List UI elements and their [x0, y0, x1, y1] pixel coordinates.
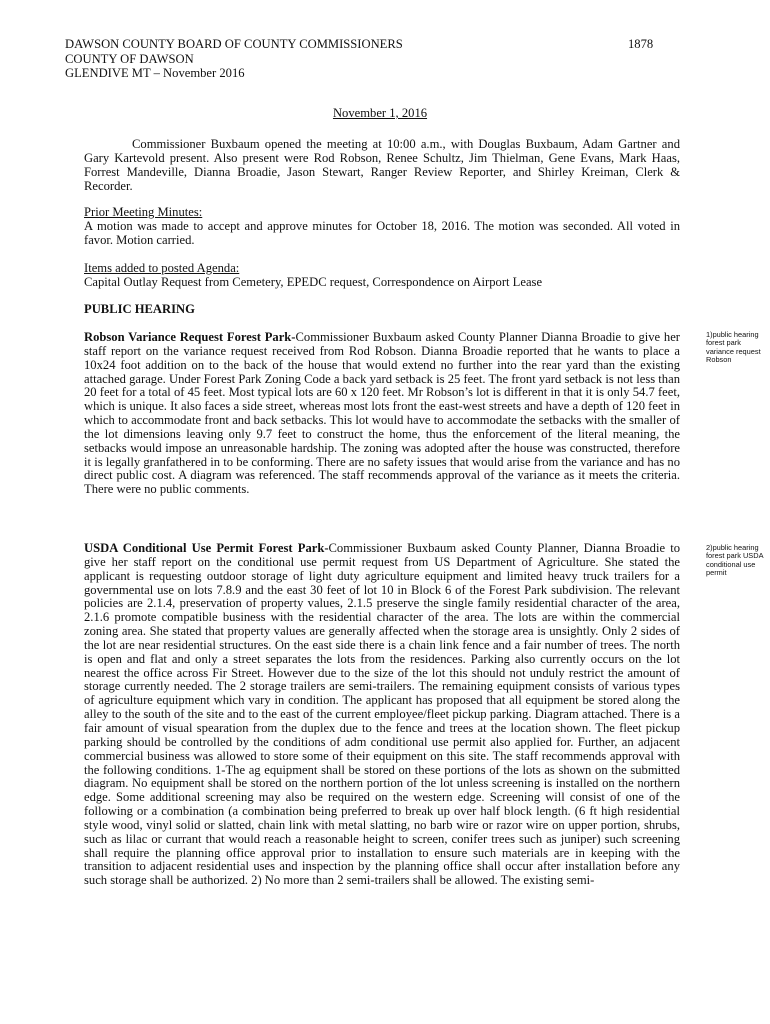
header-board-title: DAWSON COUNTY BOARD OF COUNTY COMMISSIONERS	[65, 37, 403, 51]
opening-paragraph: Commissioner Buxbaum opened the meeting at 10:00 a.m., with Douglas Buxbaum, Adam Gartner and Gary Kartevold present. Also present were Rod Robson, Renee Schultz, Jim Thielman, Gene Evans, Mark Haas, Forrest Mandeville, Dianna Broadie, Jason Stewart, Ranger Review Reporter, and Shirley Kreiman, Clerk & Recorder.	[84, 137, 680, 193]
public-hearing-heading: PUBLIC HEARING	[84, 302, 195, 316]
margin-note-usda: 2)public hearing forest park USDA conditional use permit	[706, 543, 764, 578]
header-county: COUNTY OF DAWSON	[65, 51, 194, 66]
document-header	[65, 37, 403, 81]
robson-title: Robson Variance Request Forest Park-	[84, 330, 296, 344]
prior-minutes-text: A motion was made to accept and approve minutes for October 18, 2016. The motion was seconded. All voted in favor. Motion carried.	[84, 218, 680, 247]
items-added-text: Capital Outlay Request from Cemetery, EPEDC request, Correspondence on Airport Lease	[84, 274, 543, 289]
robson-text: Commissioner Buxbaum asked County Planner Dianna Broadie to give her staff report on the variance request received from Rod Robson. Dianna Broadie reported that he wants to place a 10x24 foot addition on to the back of the house that would extend no further into the rear yard than the existing attached garage. Under Forest Park Zoning Code a back yard setback is 25 feet. The front yard setback is not less than 20 feet for a total of 45 feet. Most typical lots are 60 x 120 feet. Mr Robson’s lot is different in that it is only 54.7 feet, which is unique. It also faces a side street, whereas most lots front the east-west streets and have a depth of 120 feet in which to accommodate front and back setbacks. This lot would have to accommodate the setbacks with the smaller of the lot dimensions leaving only 9.7 feet to construct the home, thus the enforcement of the literal meaning, the setbacks would impose an unreasonable hardship. The zoning was adopted after the house was constructed, therefore it is legally granfathered in to be conforming. There are no safety issues that would arise from the variance and has no direct public cost. A diagram was referenced. The staff recommends approval of the variance as it meets the criteria. There were no public comments.	[84, 330, 680, 497]
usda-title: USDA Conditional Use Permit Forest Park-	[84, 541, 329, 555]
items-added-section	[84, 262, 680, 290]
items-added-heading: Items added to posted Agenda:	[84, 261, 240, 275]
margin-note-robson: 1)public hearing forest park variance request Robson	[706, 330, 761, 365]
header-location-date: GLENDIVE MT – November 2016	[65, 66, 245, 80]
usda-section	[84, 542, 680, 888]
prior-minutes-heading: Prior Meeting Minutes:	[84, 205, 203, 219]
robson-section	[84, 331, 680, 497]
usda-text: Commissioner Buxbaum asked County Planner, Dianna Broadie to give her staff report on the conditional use permit request from US Department of Agriculture. She stated the applicant is requesting outdoor storage of light duty agriculture equipment and limited heavy truck trailers for a governmental use on lots 7.8.9 and the east 30 feet of lot 10 in Block 6 of the Forest Park subdivision. The relevant policies are 2.1.4, preservation of property values, 2.1.5 preserve the single family residential character of the area, 2.1.6 promote compatible business with the residential character of the area. The lots are within the commercial zoning area. She stated that property values are generally affected when the storage area is unsightly. Only 2 sides of the lot are near residential structures. On the east side there is a chain link fence and a fair number of trees. The north is open and flat and only a street separates the lots from the residences. Parking also currently occurs on the lot nearest the office across Fir Street. However due to the size of the lot this should not unduly restrict the amount of storage currently needed. The 2 storage trailers are semi-trailers. The remaining equipment consists of various types of agriculture equipment which vary in condition. The applicant has proposed that all equipment be stored along the alley to the south of the site and to the east of the current employee/fleet pickup parking. Diagram attached. There is a fair amount of visual spearation from the duplex due to the fence and trees at the location shown. The fleet pickup parking should be controlled by the conditions of adm conditional use permit also applied for. Further, an adjacent commercial business was allowed to store some of their equipment on this site. The staff recommends approval with the following conditions. 1-The ag equipment shall be stored on these portions of the lots as shown on the submitted diagram. No equipment shall be stored on the northern portion of the lot unless screening is installed on the northern edge. Some additional screening may also be required on the western edge. Screening will consist of one of the following or a combination (a combination being preferred to break up over half block length. (6 ft high residential style wood, vinyl solid or slatted, chain link with metal slatting, no barb wire or razor wire on upper portion, shrubs, such as lilac or currant that would reach a reasonable height to screen, conifer trees such as juniper) such screening shall require the planning office approval prior to installation to ensure such materials are in keeping with the transition to adjacent residential uses and inspection by the planning office shall occur after installation before any such storage shall be authorized. 2) No more than 2 semi-trailers shall be allowed. The existing semi-	[84, 541, 680, 888]
prior-minutes-section	[84, 206, 680, 248]
page-number: 1878	[628, 37, 654, 51]
meeting-date: November 1, 2016	[332, 106, 428, 120]
